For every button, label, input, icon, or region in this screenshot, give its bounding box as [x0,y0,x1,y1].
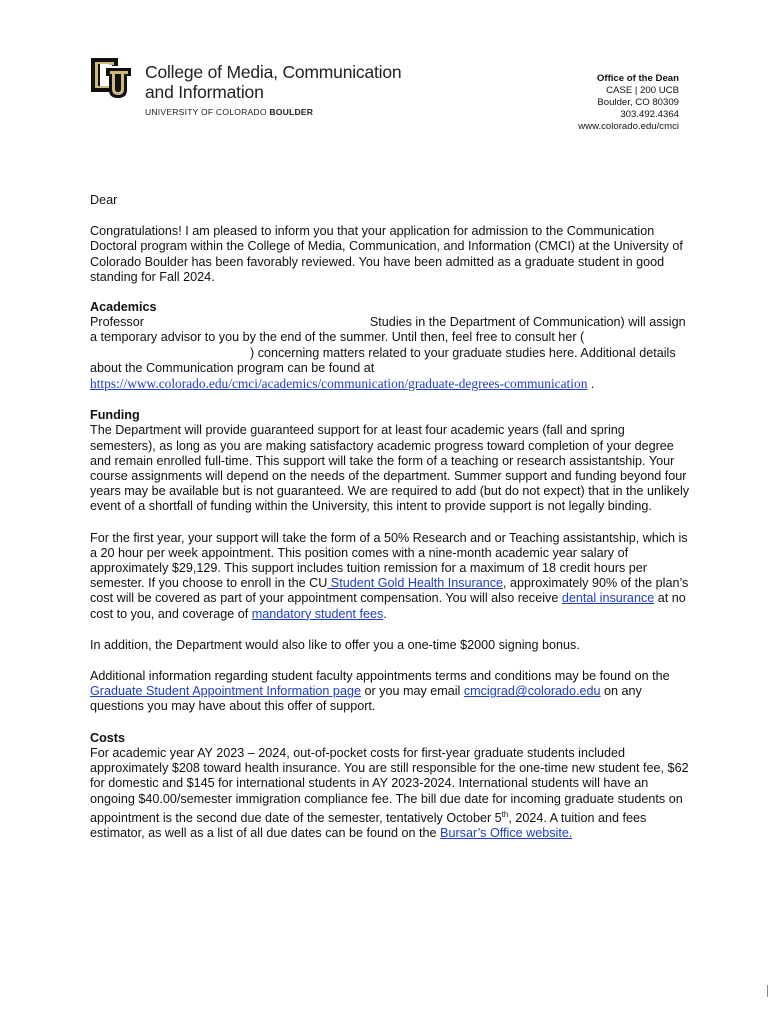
graduate-appointment-info-link[interactable]: Graduate Student Appointment Information page [90,684,361,699]
university-prefix: UNIVERSITY OF COLORADO [145,107,267,117]
academics-text-c: ) concerning matters related to your graduate studies here. Additional details about the Communication program can be found at [90,345,676,375]
cmcigrad-email-link[interactable]: cmcigrad@colorado.edu [463,684,601,699]
office-address-line-1: CASE | 200 UCB [606,85,679,96]
funding-paragraph-1: The Department will provide guaranteed support for at least four academic years (fall and spring semesters), as long as you are making satisfactory academic progress toward completion of your degree and remain enrolled full-time. This support will take the form of a teaching or research assistantship. Your course assignments will depend on the needs of the department. Summer support and funding beyond four years may be available but is not guaranteed. We are required to add (but do not expect) that in the unlikely event of a shortfall of funding within the University, this intent to provide support is not legally binding. [90,423,690,514]
university-bold: BOULDER [269,107,314,117]
academics-paragraph [90,315,690,392]
costs-paragraph [90,746,690,841]
mandatory-student-fees-link[interactable]: mandatory student fees [251,606,384,621]
costs-text-a: For academic year AY 2023 – 2024, out-of-pocket costs for first-year graduate students included approximately $208 toward health insurance. You are still responsible for the one-time new student fee, $62 for domestic and $145 for international students in AY 2023-2024. International students will have an ongoing $40.00/semester immigration compliance fee. The bill due date for incoming graduate students on appointment is the second due date of the semester, tentatively October 5 [90,745,689,825]
costs-heading: Costs [90,730,125,745]
salutation: Dear [90,193,118,207]
intro-paragraph: Congratulations! I am pleased to inform you that your application for admission to the Communication Doctoral program within the College of Media, Communication, and Information (CMCI) at the University of Colorado Boulder has been favorably reviewed. You have been admitted as a graduate student in good standing for Fall 2024. [90,224,683,284]
cu-logo [88,52,134,100]
office-address-line-2: Boulder, CO 80309 [597,97,679,108]
costs-superscript: th [501,809,509,819]
office-web: www.colorado.edu/cmci [578,121,679,132]
funding-paragraph-2 [90,531,690,622]
college-name [145,62,401,102]
bursars-office-link[interactable]: Bursar’s Office website. [440,826,573,841]
funding-p2-text-a: For the first year, your support will take the form of a 50% Research and or Teaching assistantship, which is a 20 hour per week appointment. This position comes with a nine-month academic year salary of approximately $29,129. This support includes tuition remission for a maximum of 18 credit hours per semester. If you choose to enroll in the CU [90,530,688,591]
funding-p2-text-c: at no cost to you, and coverage of [90,591,686,621]
funding-p2-text-d: . [383,606,387,621]
student-gold-health-insurance-link[interactable]: Student Gold Health Insurance [327,576,504,591]
funding-paragraph-4 [90,669,690,715]
office-title: Office of the Dean [596,73,679,84]
funding-p2-text-b: , approximately 90% of the plan’s cost will be covered as part of your appointment compensation. You will also receive [90,576,689,606]
academics-end: . [587,377,595,392]
academics-text-a: Professor [90,315,144,330]
funding-p4-text-c: on any questions you may have about this offer of support. [90,684,642,714]
funding-p4-text-b: or you may email [360,684,464,699]
office-phone: 303.492.4364 [620,109,679,120]
dental-insurance-link[interactable]: dental insurance [561,591,655,606]
college-line-2: and Information [145,82,264,102]
costs-text-b: , 2024. A tuition and fees estimator, as well as a list of all due dates can be found on the [90,810,647,841]
funding-paragraph-3: In addition, the Department would also like to offer you a one-time $2000 signing bonus. [90,637,580,652]
letter-body [90,193,690,841]
academics-heading: Academics [90,300,157,315]
academics-text-b: Studies in the Department of Communication) will assign a temporary advisor to you by the end of the summer. Until then, feel free to consult her ( [90,315,686,345]
funding-heading: Funding [90,408,140,423]
university-name [145,107,313,117]
communication-program-link[interactable]: https://www.colorado.edu/cmci/academics/communication/graduate-degrees-communication [90,376,588,392]
funding-p4-text-a: Additional information regarding student faculty appointments terms and conditions may be found on the [90,669,670,684]
college-line-1: College of Media, Communication [145,62,402,82]
office-address [578,73,679,133]
